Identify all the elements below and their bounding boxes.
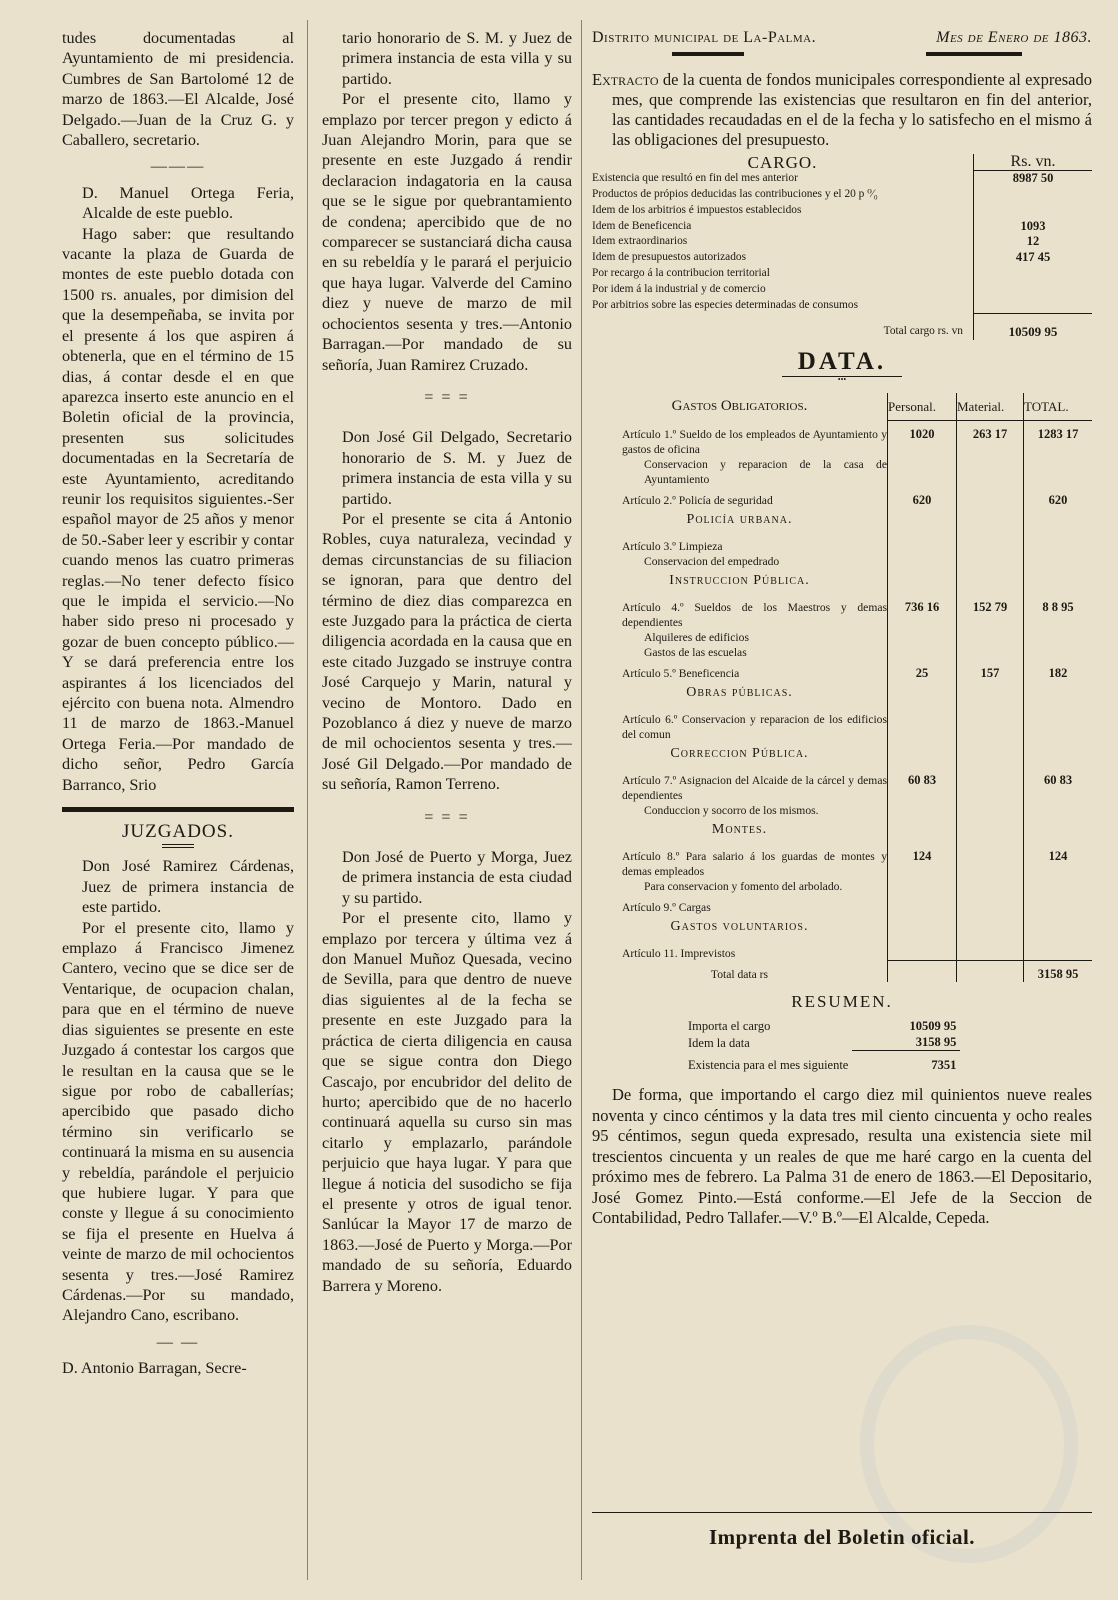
column-1 (62, 28, 294, 1379)
cargo-row-amount (974, 298, 1093, 314)
column-3-accounts (592, 28, 1092, 1229)
data-row-total (1024, 630, 1093, 645)
data-title: DATA. (797, 347, 887, 375)
data-row-total: 8 8 95 (1024, 594, 1093, 630)
cargo-row-label: Idem de presupuestos autorizados (592, 251, 747, 264)
cargo-total-value: 10509 95 (974, 313, 1093, 339)
cargo-row-label: Por recargo á la contribucion territorial (592, 266, 770, 279)
data-row-total: 182 (1024, 660, 1093, 681)
data-row-personal: 60 83 (888, 767, 957, 803)
data-row-material (957, 940, 1024, 961)
resumen-title: RESUMEN. (791, 992, 893, 1012)
data-row-label: Artículo 11. Imprevistos (622, 946, 736, 960)
data-subheading: Gastos voluntarios. (670, 918, 809, 934)
cargo-table (592, 154, 1092, 339)
data-row-total (1024, 940, 1093, 961)
data-row-personal: 25 (888, 660, 957, 681)
separator: — — (156, 1332, 200, 1351)
cargo-row-label: Productos de própios deducidas las contribuciones y el 20 p ⁰⁄₀ (592, 188, 878, 200)
data-row-total (1024, 457, 1093, 487)
data-row-total (1024, 533, 1093, 554)
total-header: TOTAL. (1024, 393, 1093, 421)
data-subheading-row (592, 742, 1092, 767)
data-row (592, 803, 1092, 818)
material-header: Material. (957, 393, 1024, 421)
cargo-row (592, 266, 1092, 282)
extracto-word: Extracto (592, 70, 659, 90)
imprenta-footer (592, 1512, 1092, 1550)
cargo-row-amount: 417 45 (974, 250, 1093, 266)
imprenta-text: Imprenta del Boletin oficial. (708, 1525, 976, 1549)
account-header (592, 28, 1092, 48)
district-label: Distrito municipal de La-Palma. (592, 29, 817, 46)
data-row-label: Artículo 9.º Cargas (622, 900, 711, 914)
extracto-paragraph (592, 70, 1092, 150)
data-row-personal (888, 645, 957, 660)
data-row-label: Artículo 2.º Policía de seguridad (622, 493, 773, 507)
personal-header: Personal. (888, 393, 957, 421)
title-underline (162, 844, 194, 848)
data-row (592, 894, 1092, 915)
data-row-material (957, 554, 1024, 569)
data-row (592, 645, 1092, 660)
resumen-row (684, 1018, 960, 1034)
existencia-label: Existencia para el mes siguiente (688, 1058, 849, 1073)
data-row-material (957, 803, 1024, 818)
data-row-material (957, 630, 1024, 645)
cargo-row-label: Existencia que resultó en fin del mes anterior (592, 172, 798, 185)
cargo-title: CARGO. (747, 152, 818, 172)
data-row-total: 620 (1024, 487, 1093, 508)
data-row-material (957, 533, 1024, 554)
resumen-value: 3158 95 (915, 1035, 957, 1050)
separator: = = = (424, 807, 470, 826)
data-row-personal (888, 554, 957, 569)
data-row-personal (888, 940, 957, 961)
data-subheading-row (592, 681, 1092, 706)
data-row-material (957, 706, 1024, 742)
cargo-row-amount: 1093 (974, 219, 1093, 235)
data-row-personal (888, 894, 957, 915)
data-row-label: Artículo 7.º Asignacion del Alcaide de la cárcel y demas dependientes (622, 773, 887, 802)
month-label: Mes de Enero de 1863. (936, 29, 1092, 46)
cargo-row (592, 250, 1092, 266)
cargo-row (592, 298, 1092, 314)
data-row-personal (888, 533, 957, 554)
data-subheading: Obras públicas. (686, 684, 793, 700)
cargo-row-amount: 12 (974, 234, 1093, 250)
data-row-label: Artículo 8.º Para salario á los guardas de montes y demas empleados (622, 849, 887, 878)
data-row-label: Artículo 5.º Beneficencia (622, 666, 740, 680)
cargo-row-amount: 8987 50 (974, 171, 1093, 187)
notice-huelva-heading: Don José Ramirez Cárdenas, Juez de primera instancia de este partido. (82, 857, 294, 917)
data-row-total: 124 (1024, 843, 1093, 879)
resumen-label: Importa el cargo (688, 1019, 771, 1034)
data-row-total (1024, 879, 1093, 894)
notice-cumbres-end: tudes documentadas al Ayuntamiento de mi presidencia. Cumbres de San Bartolomé 12 de marzo de 1863.—El Alcalde, José Delgado.—Juan de la Cruz G. y Caballero, secretario. (62, 29, 294, 150)
data-total-value: 3158 95 (1024, 961, 1093, 983)
data-subheading: Correccion Pública. (670, 745, 809, 761)
data-row (592, 879, 1092, 894)
data-row-material (957, 843, 1024, 879)
separator: = = = (424, 387, 470, 406)
cargo-row-amount (974, 282, 1093, 298)
resumen-value: 10509 95 (909, 1019, 957, 1034)
cargo-row-label: Por idem á la industrial y de comercio (592, 282, 766, 295)
cargo-row (592, 203, 1092, 219)
data-subheading: Policía urbana. (686, 511, 793, 527)
closing-paragraph: De forma, que importando el cargo diez mil quinientos nueve reales noventa y cinco céntimos y la data tres mil ciento cincuenta y ocho reales 95 céntimos, segun queda expresado, resulta una existencia siete mil trescientos cincuenta y un reales de que me haré cargo en la cuenta del próximo mes de febrero. La Palma 31 de enero de 1863.—El Depositario, José Gomez Pinto.—Está conforme.—El Jefe de la Seccion de Contabilidad, Pedro Tallafer.—V.º B.º—El Alcalde, Cepeda. (592, 1085, 1092, 1228)
data-row-personal: 620 (888, 487, 957, 508)
existencia-value: 7351 (852, 1051, 960, 1074)
data-row-personal (888, 803, 957, 818)
data-ornament: ••• (782, 376, 902, 383)
data-row-personal: 736 16 (888, 594, 957, 630)
data-row-material (957, 645, 1024, 660)
data-row-material: 152 79 (957, 594, 1024, 630)
data-row-label: Artículo 4.º Sueldos de los Maestros y demas dependientes (622, 600, 887, 629)
notice-huelva-body: Por el presente cito, llamo y emplazo á Francisco Jimenez Cantero, vecino que se dice ser de Ventarique, de ocupacion chalan, para que en el término de nueve dias siguientes se presente en este Juzgado á contestar los cargos que le resultan en la causa que se le sigue por robo de caballerías; apercibido que pasado dicho término sin verificarlo se continuará la misma en su ausencia y rebeldía, parándole el perjuicio que hubiere lugar. Y para que conste y llegue á su conocimiento se fija el presente en Huelva á veinte de marzo de mil ochocientos sesenta y tres.—José Ramirez Cárdenas.—Por su mandado, Alejandro Cano, escribano. (62, 918, 294, 1325)
data-row-material (957, 457, 1024, 487)
data-total-label: Total data rs (710, 967, 769, 981)
data-row (592, 554, 1092, 569)
data-row (592, 630, 1092, 645)
notice-valverde-body: Por el presente cito, llamo y emplazo por tercer pregon y edicto á Juan Alejandro Morin, para que se presente en este Juzgado á rendir declaracion indagatoria en la causa que se le sigue por quebrantamiento de condena; apercibido que de no comparecer se sustanciará dicha causa en su rebeldía y le parará el perjuicio que haya lugar. Valverde del Camino diez y nueve de marzo de mil ochocientos sesenta y tres.—Antonio Barragan.—Por mandado de su señoría, Juan Ramirez Cruzado. (322, 90, 572, 374)
resumen-table (684, 1018, 960, 1073)
data-row-material (957, 487, 1024, 508)
data-row-material: 157 (957, 660, 1024, 681)
data-row-total: 60 83 (1024, 767, 1093, 803)
data-row-label: Artículo 3.º Limpieza (622, 539, 723, 553)
extracto-text: de la cuenta de fondos municipales correspondiente al expresado mes, que comprende las existencias que resultaron en fin del anterior, las cantidades recaudadas en el de la fecha y lo satisfecho en el mismo á las obligaciones del presupuesto. (612, 70, 1092, 150)
data-row-total (1024, 706, 1093, 742)
notice-pozoblanco-heading: Don José Gil Delgado, Secretario honorario de S. M. y Juez de primera instancia de esta villa y su partido. (342, 428, 572, 508)
cargo-row (592, 171, 1092, 187)
notice-valverde-heading-start: D. Antonio Barragan, Secre- (62, 1359, 247, 1378)
data-row (592, 767, 1092, 803)
column-divider (581, 20, 582, 1580)
data-row (592, 594, 1092, 630)
data-row-personal (888, 630, 957, 645)
notice-sanlucar-heading: Don José de Puerto y Morga, Juez de primera instancia de esta ciudad y su partido. (342, 848, 572, 907)
cargo-row-amount (974, 203, 1093, 219)
resumen-row (684, 1034, 960, 1051)
data-subheading-row (592, 508, 1092, 533)
data-row-total: 1283 17 (1024, 421, 1093, 457)
data-subheading-row (592, 818, 1092, 843)
data-subheading-row (592, 569, 1092, 594)
data-subheading: Montes. (711, 821, 768, 837)
data-row-personal (888, 457, 957, 487)
notice-valverde-heading-end: tario honorario de S. M. y Juez de primera instancia de esta villa y su partido. (342, 29, 572, 88)
juzgados-title: JUZGADOS. (122, 821, 234, 843)
data-row (592, 457, 1092, 487)
separator: ——— (150, 157, 206, 176)
data-row-personal (888, 879, 957, 894)
data-row-material: 263 17 (957, 421, 1024, 457)
cargo-row (592, 282, 1092, 298)
notice-almendro-heading: D. Manuel Ortega Feria, Alcalde de este pueblo. (82, 183, 294, 223)
data-row (592, 487, 1092, 508)
cargo-row-label: Idem extraordinarios (592, 235, 688, 248)
data-row-total (1024, 803, 1093, 818)
data-row-personal: 1020 (888, 421, 957, 457)
data-row (592, 533, 1092, 554)
cargo-row-label: Idem de Beneficencia (592, 219, 692, 232)
data-row (592, 940, 1092, 961)
resumen-label: Idem la data (688, 1035, 750, 1050)
data-row-total (1024, 554, 1093, 569)
currency-header: Rs. vn. (974, 154, 1093, 170)
data-row-material (957, 767, 1024, 803)
section-rule (62, 807, 294, 812)
data-subheading-row (592, 915, 1092, 940)
data-row (592, 706, 1092, 742)
cargo-row (592, 187, 1092, 203)
data-row-label: Gastos de las escuelas (644, 645, 747, 659)
cargo-total-label: Total cargo rs. vn (883, 324, 963, 337)
column-2 (322, 28, 572, 1296)
notice-sanlucar-body: Por el presente cito, llamo y emplazo por tercera y última vez á don Manuel Muñoz Quesada, vecino de Sevilla, para que dentro de nueve dias siguientes al de la fecha se presente en este Juzgado para la práctica de cierta diligencia en causa que se sigue contra don Diego Cascajo, por encubridor del delito de hurto; apercibido que de no hacerlo continuará aquella su curso sin mas citarlo y emplazarlo, parándole perjuicio que haya lugar. Y para que llegue á noticia del susodicho se fija el presente y otros de igual tenor. Sanlúcar la Mayor 17 de marzo de 1863.—José de Puerto y Morga.—Por mandado de su señoría, Eduardo Barrera y Moreno. (322, 909, 572, 1295)
data-subheading: Instruccion Pública. (669, 572, 810, 588)
data-row-label: Conduccion y socorro de los mismos. (644, 803, 819, 817)
notice-almendro-body: Hago saber: que resultando vacante la plaza de Guarda de montes de este pueblo dotada con 1500 rs. anuales, por dimision del que la desempeñaba, se invita por el presente á los que aspiren á obtenerla, que en el término de 15 dias, á contar desde el en que aparezca inserto este anuncio en el Boletin oficial de la provincia, presenten sus solicitudes documentadas en la Secretaría de este Ayuntamiento, acreditando reunir los requisitos siguientes.-Ser español mayor de 25 años y menor de 50.-Saber leer y escribir y contar cuando menos las cuatro primeras reglas.—No tener defecto físico que le impida el servicio.—No haber sido preso ni procesado y gozar de buen concepto público.—Y se dará preferencia entre los aspirantes á los licenciados del ejército con buena nota. Almendro 11 de marzo de 1863.-Manuel Ortega Feria.—Por mandado de dicho señor, Pedro García Barranco, Srio (62, 224, 294, 794)
data-row-label: Conservacion del empedrado (644, 554, 780, 568)
cargo-row-label: Idem de los arbitrios é impuestos establecidos (592, 203, 802, 216)
data-row (592, 843, 1092, 879)
cargo-row (592, 219, 1092, 235)
data-row-personal: 124 (888, 843, 957, 879)
cargo-row-amount (974, 187, 1093, 203)
data-row-total (1024, 645, 1093, 660)
header-rules (592, 52, 1092, 56)
notice-pozoblanco-body: Por el presente se cita á Antonio Robles, cuya naturaleza, vecindad y demas circunstancias de su filiacion se ignoran, para que dentro del término de diez dias comparezca en este Juzgado para la práctica de cierta diligencia acordada en la causa que en este citado Juzgado se instruye contra José Carquejo y Marin, natural y vecino de Montoro. Dado en Pozoblanco á diez y nueve de marzo de mil ochocientos sesenta y tres.—José Gil Delgado.—Por mandado de su señoría, Ramon Terreno. (322, 509, 572, 794)
data-row-label: Alquileres de edificios (644, 630, 749, 644)
cargo-row-label: Por arbitrios sobre las especies determinadas de consumos (592, 298, 859, 311)
gastos-header: Gastos Obligatorios. (671, 398, 808, 415)
cargo-row-amount (974, 266, 1093, 282)
data-row-total (1024, 894, 1093, 915)
data-row (592, 421, 1092, 457)
data-row-label: Para conservacion y fomento del arbolado. (644, 879, 843, 893)
data-row-label: Conservacion y reparacion de la casa de Ayuntamiento (644, 457, 887, 486)
data-row-personal (888, 706, 957, 742)
data-table (592, 393, 1092, 982)
data-row-label: Artículo 1.º Sueldo de los empleados de Ayuntamiento y gastos de oficina (622, 427, 887, 456)
data-row-label: Artículo 6.º Conservacion y reparacion de los edificios del comun (622, 712, 887, 741)
data-row-material (957, 894, 1024, 915)
column-divider (307, 20, 308, 1580)
cargo-row (592, 234, 1092, 250)
data-row (592, 660, 1092, 681)
data-row-material (957, 879, 1024, 894)
